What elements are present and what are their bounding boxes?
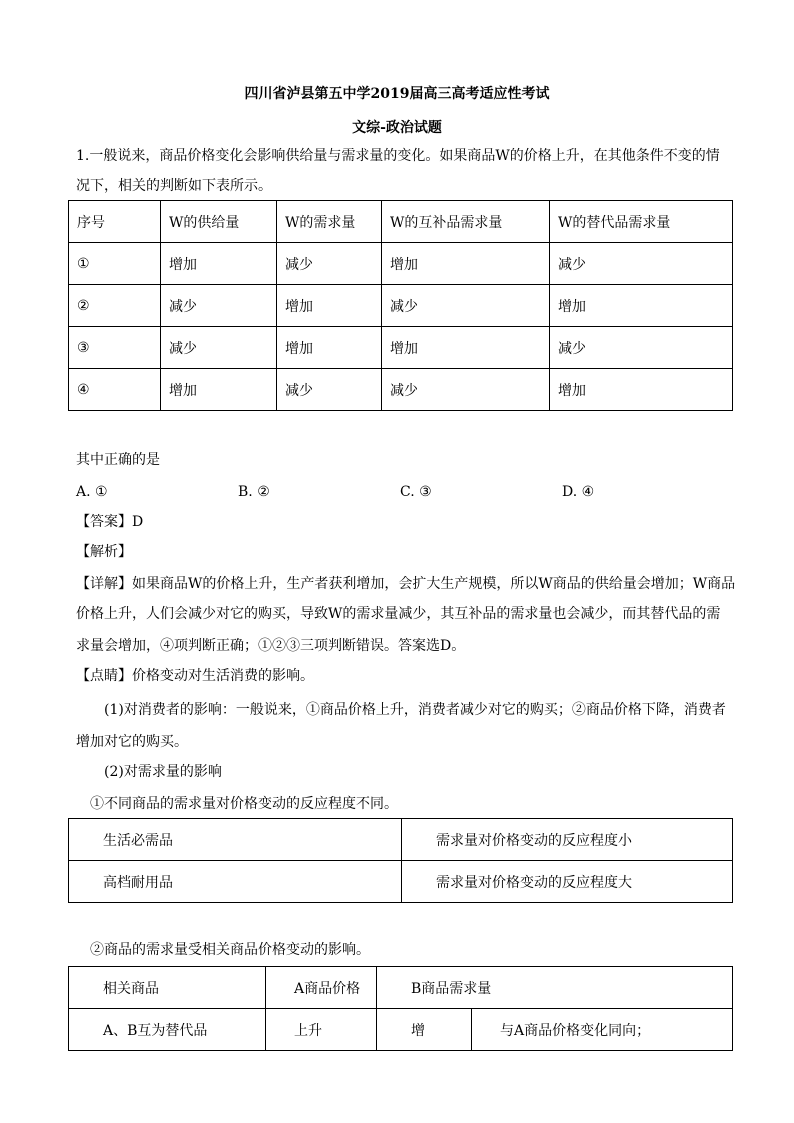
option-a[interactable]: A. ① <box>76 484 108 500</box>
table-cell: 生活必需品 <box>69 819 402 861</box>
table-cell: 增加 <box>382 327 550 369</box>
table-cell: 减少 <box>550 243 733 285</box>
table-header-cell: W的互补品需求量 <box>382 201 550 243</box>
table-header-cell: W的替代品需求量 <box>550 201 733 243</box>
table-cell: 增加 <box>277 327 382 369</box>
point-2-sub-2: ②商品的需求量受相关商品价格变动的影响。 <box>90 942 370 958</box>
question-prompt: 其中正确的是 <box>76 452 160 468</box>
table-cell: 减少 <box>161 285 277 327</box>
table-row <box>69 285 733 327</box>
table-cell: 减少 <box>382 285 550 327</box>
table-row <box>69 243 733 285</box>
point-2-sub-1: ①不同商品的需求量对价格变动的反应程度不同。 <box>90 796 398 812</box>
table-header-cell: W的供给量 <box>161 201 277 243</box>
table-cell: ② <box>69 285 161 327</box>
table-row <box>69 369 733 411</box>
table-header-cell: W的需求量 <box>277 201 382 243</box>
judgment-table <box>68 200 733 411</box>
table-cell: 增加 <box>161 243 277 285</box>
table-cell: ③ <box>69 327 161 369</box>
table-row <box>69 819 733 861</box>
table-cell: 增加 <box>277 285 382 327</box>
table-header-cell: B商品需求量 <box>377 967 733 1009</box>
table-cell: 与A商品价格变化同向； <box>472 1009 733 1051</box>
table-row <box>69 327 733 369</box>
detail-line-3: 求量会增加，④项判断正确；①②③三项判断错误。答案选D。 <box>76 638 466 654</box>
table-row <box>69 1009 733 1051</box>
table-header-row <box>69 201 733 243</box>
table-cell: 减少 <box>277 369 382 411</box>
goods-elasticity-table <box>68 818 733 903</box>
question-stem-line-1: 1.一般说来，商品价格变化会影响供给量与需求量的变化。如果商品W的价格上升，在其他条件不变的情 <box>76 148 720 164</box>
point-1-line-2: 增加对它的购买。 <box>76 734 188 750</box>
option-c[interactable]: C. ③ <box>400 484 432 500</box>
table-cell: 减少 <box>277 243 382 285</box>
table-cell: 减少 <box>382 369 550 411</box>
table-header-cell: 序号 <box>69 201 161 243</box>
table-header-cell: A商品价格 <box>266 967 377 1009</box>
option-b[interactable]: B. ② <box>238 484 270 500</box>
question-stem-line-2: 况下，相关的判断如下表所示。 <box>76 178 272 194</box>
table-cell: 上升 <box>266 1009 377 1051</box>
table-cell: 需求量对价格变动的反应程度小 <box>402 819 733 861</box>
point-2-heading: (2)对需求量的影响 <box>104 764 222 780</box>
table-cell: ① <box>69 243 161 285</box>
table-cell: 增加 <box>161 369 277 411</box>
table-cell: 增加 <box>550 369 733 411</box>
document-subtitle: 文综-政治试题 <box>352 120 442 136</box>
table-cell: 增加 <box>550 285 733 327</box>
table-cell: 减少 <box>161 327 277 369</box>
table-cell: 高档耐用品 <box>69 861 402 903</box>
option-d[interactable]: D. ④ <box>562 484 595 500</box>
detail-line-1: 【详解】如果商品W的价格上升，生产者获利增加，会扩大生产规模，所以W商品的供给量会增加；W商品 <box>76 576 736 592</box>
table-header-row <box>69 967 733 1009</box>
document-title: 四川省泸县第五中学2019届高三高考适应性考试 <box>244 86 550 102</box>
point-1-line-1: (1)对消费者的影响：一般说来，①商品价格上升，消费者减少对它的购买；②商品价格下降，消费者 <box>104 702 726 718</box>
related-goods-table <box>68 966 733 1051</box>
table-cell: 增加 <box>382 243 550 285</box>
table-cell: 需求量对价格变动的反应程度大 <box>402 861 733 903</box>
answer-line: 【答案】D <box>76 514 144 530</box>
analysis-label: 【解析】 <box>76 544 132 560</box>
table-cell: 增 <box>377 1009 472 1051</box>
table-row <box>69 861 733 903</box>
table-cell: ④ <box>69 369 161 411</box>
point-line: 【点睛】价格变动对生活消费的影响。 <box>76 668 314 684</box>
table-cell: A、B互为替代品 <box>69 1009 266 1051</box>
detail-line-2: 价格上升，人们会减少对它的购买，导致W的需求量减少，其互补品的需求量也会减少，而其替代品的需 <box>76 606 721 622</box>
table-cell: 减少 <box>550 327 733 369</box>
table-header-cell: 相关商品 <box>69 967 266 1009</box>
